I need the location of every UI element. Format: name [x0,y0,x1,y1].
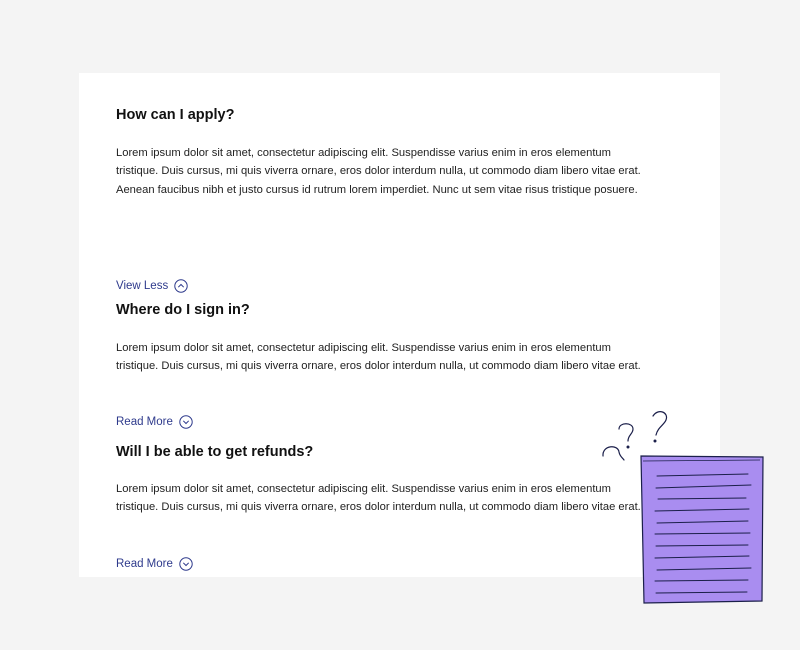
toggle-label: Read More [116,558,173,570]
faq-question: Where do I sign in? [116,302,250,318]
question-document-icon [598,406,768,608]
read-more-button[interactable] [116,415,193,429]
faq-item [116,106,656,292]
chevron-up-circle-icon [174,279,188,293]
toggle-label: View Less [116,280,169,292]
faq-item [116,301,656,428]
chevron-down-circle-icon [179,557,193,571]
chevron-down-circle-icon [179,415,193,429]
toggle-label: Read More [116,416,173,428]
faq-item [116,443,656,570]
faq-question: Will I be able to get refunds? [116,444,314,460]
faq-answer: Lorem ipsum dolor sit amet, consectetur adipiscing elit. Suspendisse varius enim in eros elementum tristique. Duis cursus, mi quis viverra ornare, eros dolor interdum nulla, ut commodo diam libero vitae erat. [116,483,641,514]
view-less-button[interactable] [116,279,188,293]
faq-question: How can I apply? [116,107,235,123]
read-more-button[interactable] [116,557,193,571]
faq-answer: Lorem ipsum dolor sit amet, consectetur adipiscing elit. Suspendisse varius enim in eros elementum tristique. Duis cursus, mi quis viverra ornare, eros dolor interdum nulla, ut commodo diam libero vitae erat. [116,342,641,373]
faq-answer: Lorem ipsum dolor sit amet, consectetur adipiscing elit. Suspendisse varius enim in eros elementum tristique. Duis cursus, mi quis viverra ornare, eros dolor interdum nulla, ut commodo diam libero vitae erat. Aenean faucibus nibh et justo cursus id rutrum lorem imperdiet. Nunc ut sem vitae risus tristique posuere. [116,147,641,196]
